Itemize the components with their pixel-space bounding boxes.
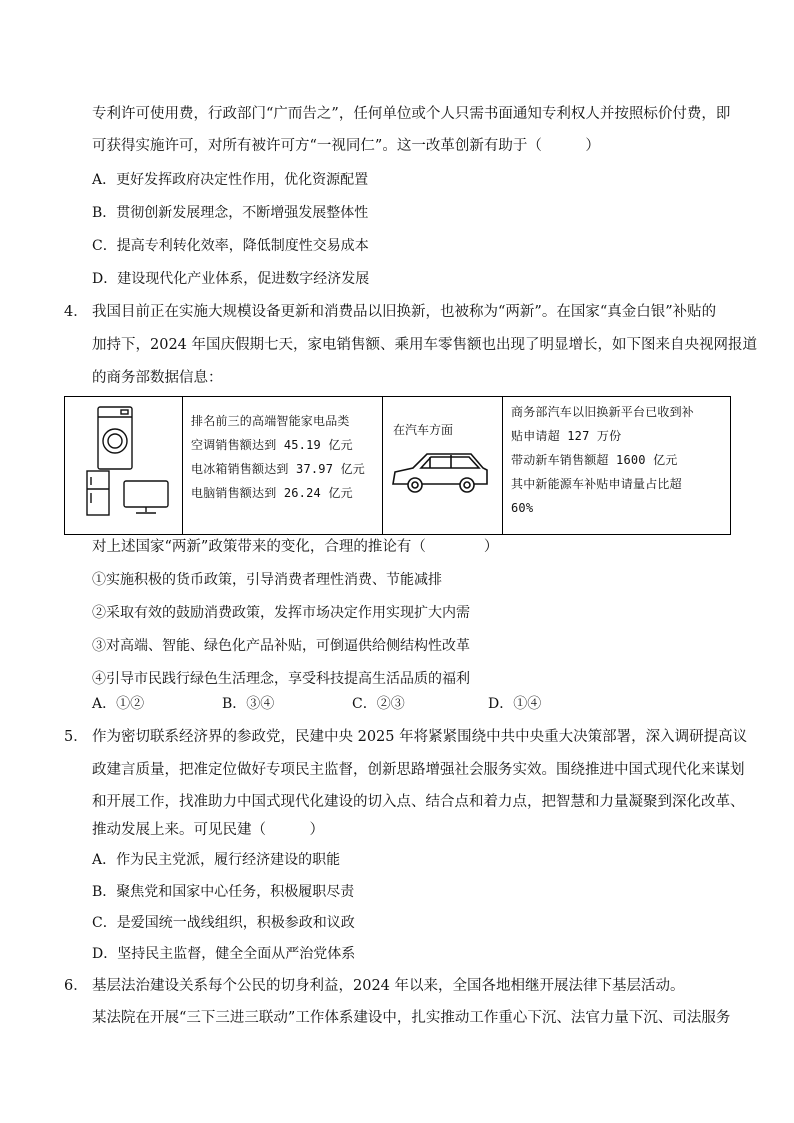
q4-stem-line-1: 我国目前正在实施大规模设备更新和消费品以旧换新，也被称为“两新”。在国家“真金白银”补贴的 — [92, 304, 717, 320]
q4-choice-c: C．②③ — [352, 696, 405, 712]
q5-number: 5． — [64, 729, 88, 745]
appliance-line-4: 电脑销售额达到 26.24 亿元 — [191, 486, 353, 500]
q5-option-b: B．聚焦党和国家中心任务，积极履职尽责 — [92, 884, 355, 900]
car-label: 在汽车方面 — [393, 423, 454, 437]
appliance-line-2: 空调销售额达到 45.19 亿元 — [191, 438, 353, 452]
q6-stem-line-1: 基层法治建设关系每个公民的切身利益，2024 年以来，全国各地相继开展法律下基层活动。 — [92, 978, 685, 994]
car-icon — [383, 438, 501, 508]
q5-stem-line-1: 作为密切联系经济界的参政党，民建中央 2025 年将紧紧围绕中共中央重大决策部署，深入调研提高议 — [92, 729, 748, 745]
appliance-image-cell — [65, 397, 183, 535]
q4-statement-1: ①实施积极的货币政策，引导消费者理性消费、节能减排 — [92, 572, 442, 588]
q4-statement-2: ②采取有效的鼓励消费政策，发挥市场决定作用实现扩大内需 — [92, 605, 470, 621]
television-icon — [124, 481, 168, 513]
car-line-1: 商务部汽车以旧换新平台已收到补 — [511, 405, 695, 419]
q4-stem-line-3: 的商务部数据信息： — [92, 370, 223, 386]
q4-choice-b: B．③④ — [222, 696, 275, 712]
q6-stem-line-2: 某法院在开展“三下三进三联动”工作体系建设中，扎实推动工作重心下沉、法官力量下沉、司法服务 — [92, 1010, 731, 1026]
q3-stem-line-2: 可获得实施许可，对所有被许可方“一视同仁”。这一改革创新有助于（ ） — [92, 138, 600, 154]
car-image-cell — [383, 397, 503, 535]
q3-option-d: D．建设现代化产业体系，促进数字经济发展 — [92, 271, 370, 287]
car-subsidy-cell — [503, 397, 731, 535]
q3-stem-line-1: 专利许可使用费，行政部门“广而告之”，任何单位或个人只需书面通知专利权人并按照标价付费，即 — [92, 106, 731, 122]
q3-option-a: A．更好发挥政府决定性作用，优化资源配置 — [92, 172, 369, 188]
q6-number: 6． — [64, 978, 88, 994]
q4-stem-line-2: 加持下，2024 年国庆假期七天，家电销售额、乘用车零售额也出现了明显增长，如下图来自央视网报道 — [92, 337, 758, 353]
q3-option-c: C．提高专利转化效率，降低制度性交易成本 — [92, 238, 369, 254]
washing-machine-icon — [98, 407, 132, 469]
appliance-sales-cell — [183, 397, 383, 535]
q4-question: 对上述国家“两新”政策带来的变化，合理的推论有（ ） — [92, 539, 499, 555]
appliance-line-1: 排名前三的高端智能家电品类 — [191, 414, 350, 428]
q4-statement-4: ④引导市民践行绿色生活理念，享受科技提高生活品质的福利 — [92, 671, 470, 687]
car-line-3: 带动新车销售额超 1600 亿元 — [511, 453, 678, 467]
appliance-line-3: 电冰箱销售额达到 37.97 亿元 — [191, 462, 365, 476]
car-line-2: 贴申请超 127 万份 — [511, 429, 622, 443]
q4-data-table — [64, 396, 731, 535]
refrigerator-icon — [87, 471, 109, 515]
car-line-4: 其中新能源车补贴申请量占比超 — [511, 477, 682, 491]
q4-number: 4． — [64, 304, 88, 320]
q5-option-a: A．作为民主党派，履行经济建设的职能 — [92, 852, 341, 868]
q4-statement-3: ③对高端、智能、绿色化产品补贴，可倒逼供给侧结构性改革 — [92, 638, 470, 654]
q5-option-d: D．坚持民主监督，健全全面从严治党体系 — [92, 946, 356, 962]
q5-option-c: C．是爱国统一战线组织，积极参政和议政 — [92, 915, 355, 931]
q4-choice-a: A．①② — [92, 696, 145, 712]
q5-stem-line-2: 政建言质量，把准定位做好专项民主监督，创新思路增强社会服务实效。围绕推进中国式现代化来谋划 — [92, 762, 745, 778]
q5-stem-line-3: 和开展工作，找准助力中国式现代化建设的切入点、结合点和着力点，把智慧和力量凝聚到深化改革、 — [92, 794, 745, 810]
car-line-5: 60% — [511, 501, 534, 515]
q5-stem-line-4: 推动发展上来。可见民建（ ） — [92, 822, 324, 838]
appliance-illustration — [65, 397, 183, 530]
q3-option-b: B．贯彻创新发展理念，不断增强发展整体性 — [92, 205, 369, 221]
q4-choice-d: D．①④ — [488, 696, 542, 712]
